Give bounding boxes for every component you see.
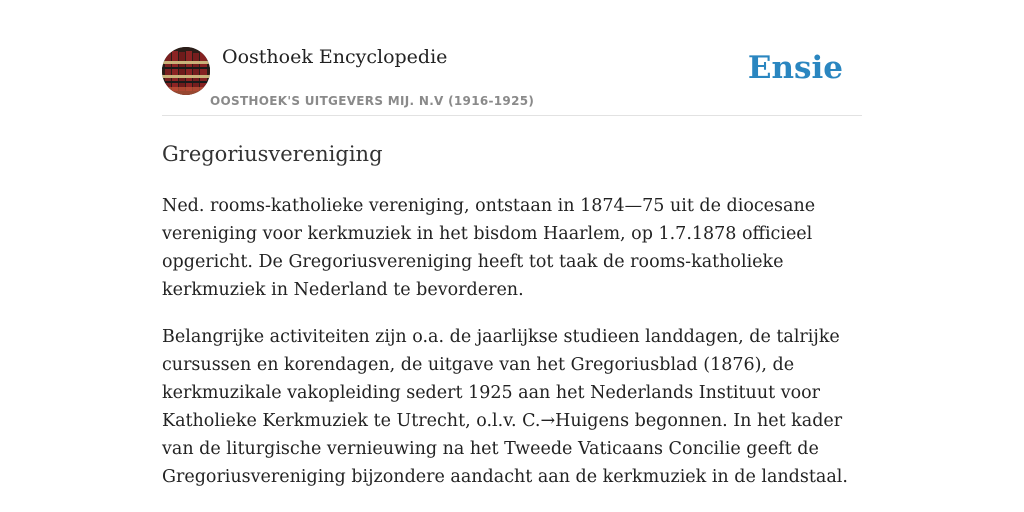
publisher-label: OOSTHOEK'S UITGEVERS MIJ. N.V (1916-1925) xyxy=(210,94,535,108)
encyclopedia-books-image xyxy=(162,47,210,95)
brand-logo[interactable]: Ensie xyxy=(747,50,843,86)
article-paragraph: Ned. rooms-katholieke vereniging, ontstaan in 1874—75 uit de diocesane vereniging voor kerkmuziek in het bisdom Haarlem, op 1.7.1878 officieel opgericht. De Gregoriusvereniging heeft tot taak de rooms-katholieke kerkmuziek in Nederland te bevorderen. xyxy=(162,196,816,300)
source-title[interactable]: Oosthoek Encyclopedie xyxy=(222,46,448,68)
source-header xyxy=(162,44,862,116)
article-paragraph: Belangrijke activiteiten zijn o.a. de jaarlijkse studieen landdagen, de talrijke cursussen en korendagen, de uitgave van het Gregoriusblad (1876), de kerkmuzikale vakopleiding sedert 1925 aan het Nederlands Instituut voor Katholieke Kerkmuziek te Utrecht, o.l.v. C.→Huigens begonnen. In het kader van de liturgische vernieuwing na het Tweede Vaticaans Concilie geeft de Gregoriusvereniging bijzondere aandacht aan de kerkmuziek in de landstaal. xyxy=(162,327,848,487)
article xyxy=(162,138,862,491)
article-title: Gregoriusvereniging xyxy=(162,142,383,166)
source-avatar[interactable] xyxy=(162,47,210,95)
